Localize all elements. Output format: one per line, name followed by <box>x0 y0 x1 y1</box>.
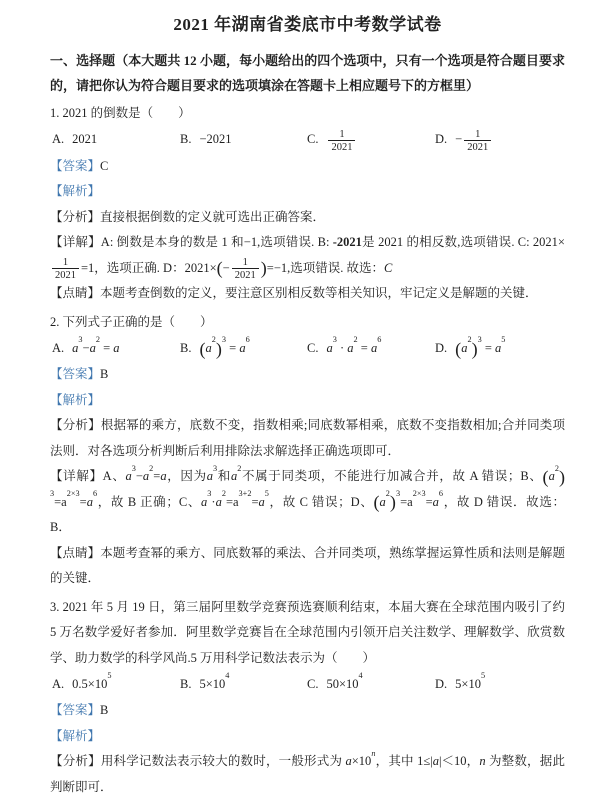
explain-line <box>50 724 565 750</box>
option-key: C. <box>307 132 319 147</box>
question-2 <box>50 310 565 592</box>
option-value: −2021 <box>199 132 232 147</box>
option-value: $(a^2)^3 = a^5$ <box>455 335 506 359</box>
explain-line <box>50 388 565 414</box>
answer-label: 【答案】 <box>50 703 101 718</box>
option-c <box>307 672 435 698</box>
option-key: B. <box>180 341 192 356</box>
question-1-stem: 1. 2021 的倒数是（ ） <box>50 106 191 120</box>
detail-line <box>50 464 565 541</box>
answer-value: B <box>100 703 109 718</box>
answer-value: C <box>100 158 109 173</box>
explain-label: 【解析】 <box>50 728 101 743</box>
detail-label: 【详解】 <box>50 469 103 484</box>
option-b <box>180 127 307 153</box>
remark-text: 本题考查倒数的定义，要注意区别相反数等相关知识，牢记定义是解题的关键． <box>100 286 538 301</box>
section-header: 一、选择题（本大题共 12 小题，每小题给出的四个选项中，只有一个选项是符合题目要求的，请把你认为符合题目要求的选项填涂在答题卡上相应题号下的方框里） <box>50 53 565 93</box>
option-key: A. <box>52 341 65 356</box>
option-key: B. <box>180 132 192 147</box>
option-value: $\frac{1}{2021}$ <box>326 132 357 146</box>
answer-value: B <box>100 367 109 382</box>
explain-line <box>50 179 565 205</box>
question-2-options <box>50 335 565 362</box>
option-d <box>435 672 565 698</box>
option-key: A. <box>52 677 65 692</box>
option-value: $5\times 10^4$ <box>199 671 230 692</box>
option-d <box>435 127 565 153</box>
explain-label: 【解析】 <box>50 184 101 198</box>
analysis-line <box>50 205 565 231</box>
remark-line <box>50 281 565 307</box>
answer-line <box>50 362 565 388</box>
option-value: $a^3 \cdot a^2 = a^6$ <box>326 335 382 356</box>
option-key: C. <box>307 341 319 356</box>
option-key: D. <box>435 132 448 147</box>
answer-label: 【答案】 <box>50 158 101 173</box>
question-3-options <box>50 671 565 698</box>
option-a <box>52 336 180 362</box>
analysis-text: 根据幂的乘方，底数不变，指数相乘;同底数幂相乘，底数不变指数相加;合并同类项法则．对各选项分析判断后利用排除法求解选择正确选项即可． <box>50 418 565 458</box>
remark-label: 【点睛】 <box>50 286 101 301</box>
option-key: B. <box>180 677 192 692</box>
option-value: $a^3-a^2 = a$ <box>72 335 120 356</box>
option-b <box>180 672 307 698</box>
option-c <box>307 336 435 362</box>
detail-line <box>50 230 565 281</box>
question-1-options <box>50 127 565 154</box>
option-key: D. <box>435 341 448 356</box>
answer-label: 【答案】 <box>50 367 101 382</box>
option-value: $50\times 10^4$ <box>326 671 363 692</box>
analysis-line <box>50 413 565 464</box>
analysis-label: 【分析】 <box>50 418 101 433</box>
option-value: $(a^2)^3 = a^6$ <box>199 335 250 359</box>
option-c <box>307 127 435 153</box>
option-value: − $\frac{1}{2021}$ <box>455 132 493 146</box>
option-value: $0.5\times 10^5$ <box>72 671 112 692</box>
option-key: D. <box>435 677 448 692</box>
answer-line <box>50 154 565 180</box>
explain-label: 【解析】 <box>50 392 101 407</box>
detail-text: A: 倒数是本身的数是 1 和−1,选项错误. B: -2021是 2021 的相反数,选项错误. C: 2021× $\frac{1}{2021}$ =1，选项正确. D：2021×(− $\frac{1}{2021}$ )=−1,选项错误. 故选：C <box>50 235 565 275</box>
option-b <box>180 336 307 362</box>
page-title: 2021 年湖南省娄底市中考数学试卷 <box>173 15 442 34</box>
option-a <box>52 672 180 698</box>
option-value: 2021 <box>72 132 98 147</box>
option-a <box>52 127 180 153</box>
option-d <box>435 336 565 362</box>
option-value: $5\times 10^5$ <box>455 671 486 692</box>
analysis-line <box>50 749 565 800</box>
analysis-text: 直接根据倒数的定义就可选出正确答案． <box>100 209 326 224</box>
detail-text: A、$a^3-a^2=a$，因为$a^3$和$a^2$不属于同类项，不能进行加减合并，故 A 错误；B、$(a^2)^3=a^{2\times 3}=a^6$，故 B 正确；C、$a^3\cdot a^2=a^{3+2}=a^5$，故 C 错误；D、$(a^2)^3=a^{2\times 3}=a^6$，故 D 错误．故选：B． <box>50 463 565 535</box>
analysis-label: 【分析】 <box>50 754 101 769</box>
question-3-stem: 3. 2021 年 5 月 19 日，第三届阿里数学竞赛预选赛顺利结束，本届大赛在全球范围内吸引了约 5 万名数学爱好者参加．阿里数学竞赛旨在全球范围内引领开启关注数学、理解数学、欣赏数学、助力数学的科学风尚.5 万用科学记数法表示为（ ） <box>50 599 565 665</box>
detail-label: 【详解】 <box>50 235 101 249</box>
answer-line <box>50 698 565 724</box>
remark-line <box>50 541 565 592</box>
remark-label: 【点睛】 <box>50 545 101 560</box>
question-1 <box>50 101 565 307</box>
analysis-label: 【分析】 <box>50 209 101 224</box>
option-key: C. <box>307 677 319 692</box>
remark-text: 本题考查幂的乘方、同底数幂的乘法、合并同类项，熟练掌握运算性质和法则是解题的关键． <box>50 545 565 586</box>
question-3 <box>50 595 565 800</box>
analysis-text: 用科学记数法表示较大的数时，一般形式为 $a\times 10^n$，其中 1≤|a|＜10，n 为整数，据此判断即可． <box>50 748 565 794</box>
question-2-stem: 2. 下列式子正确的是（ ） <box>50 314 213 329</box>
option-key: A. <box>52 132 65 147</box>
